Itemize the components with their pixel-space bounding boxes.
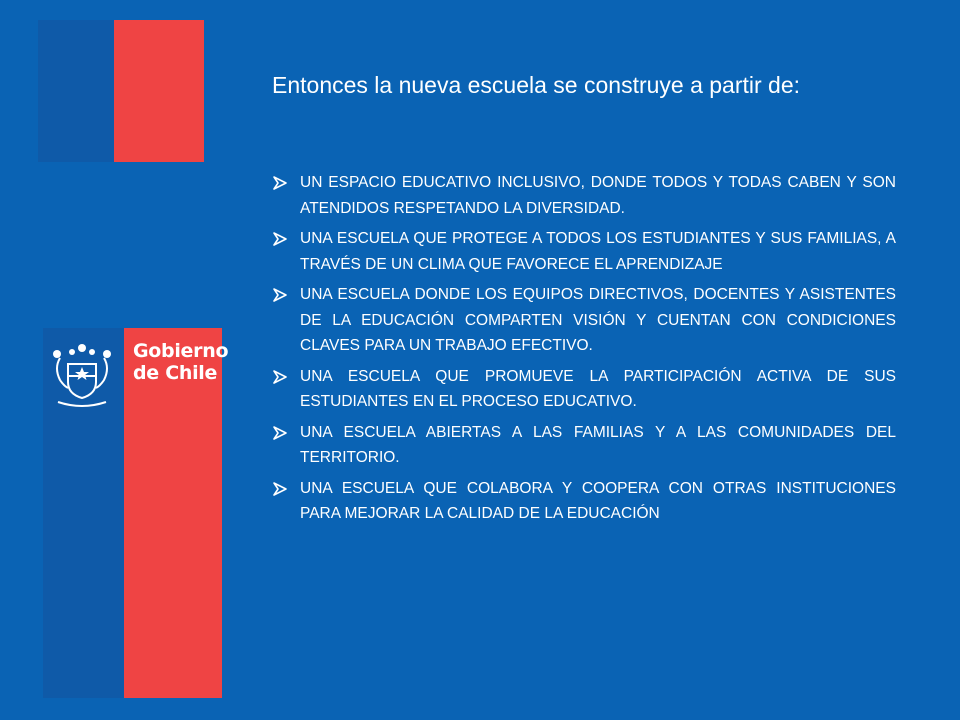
arrow-bullet-icon bbox=[272, 231, 288, 247]
list-item bbox=[270, 420, 896, 471]
slide-heading: Entonces la nueva escuela se construye a partir de: bbox=[272, 72, 801, 98]
list-item bbox=[270, 170, 896, 221]
list-item bbox=[270, 364, 896, 415]
bullet-text: UN ESPACIO EDUCATIVO INCLUSIVO, DONDE TODOS Y TODAS CABEN Y SON ATENDIDOS RESPETANDO LA DIVERSIDAD. bbox=[300, 174, 896, 217]
logo-line-1: Gobierno bbox=[133, 340, 229, 362]
logo-line-2: de Chile bbox=[133, 362, 218, 384]
list-item bbox=[270, 282, 896, 359]
decor-red-block-top bbox=[114, 20, 204, 162]
bullet-text: UNA ESCUELA QUE PROTEGE A TODOS LOS ESTUDIANTES Y SUS FAMILIAS, A TRAVÉS DE UN CLIMA QUE FAVORECE EL APRENDIZAJE bbox=[300, 230, 896, 273]
bullet-text: UNA ESCUELA DONDE LOS EQUIPOS DIRECTIVOS, DOCENTES Y ASISTENTES DE LA EDUCACIÓN COMPARTEN VISIÓN Y CUENTAN CON CONDICIONES CLAVES PARA UN TRABAJO EFECTIVO. bbox=[300, 286, 896, 354]
bullet-text: UNA ESCUELA QUE PROMUEVE LA PARTICIPACIÓN ACTIVA DE SUS ESTUDIANTES EN EL PROCESO EDUCATIVO. bbox=[300, 367, 896, 410]
bullet-text: UNA ESCUELA ABIERTAS A LAS FAMILIAS Y A LAS COMUNIDADES DEL TERRITORIO. bbox=[300, 423, 896, 466]
bullet-text: UNA ESCUELA QUE COLABORA Y COOPERA CON OTRAS INSTITUCIONES PARA MEJORAR LA CALIDAD DE LA EDUCACIÓN bbox=[300, 479, 896, 522]
list-item bbox=[270, 476, 896, 527]
government-logo-text bbox=[133, 340, 228, 384]
bullet-list bbox=[270, 170, 896, 532]
arrow-bullet-icon bbox=[272, 175, 288, 191]
arrow-bullet-icon bbox=[272, 481, 288, 497]
arrow-bullet-icon bbox=[272, 287, 288, 303]
arrow-bullet-icon bbox=[272, 369, 288, 385]
coat-of-arms-icon bbox=[48, 338, 116, 410]
arrow-bullet-icon bbox=[272, 425, 288, 441]
list-item bbox=[270, 226, 896, 277]
decor-blue-block-top bbox=[38, 20, 114, 162]
